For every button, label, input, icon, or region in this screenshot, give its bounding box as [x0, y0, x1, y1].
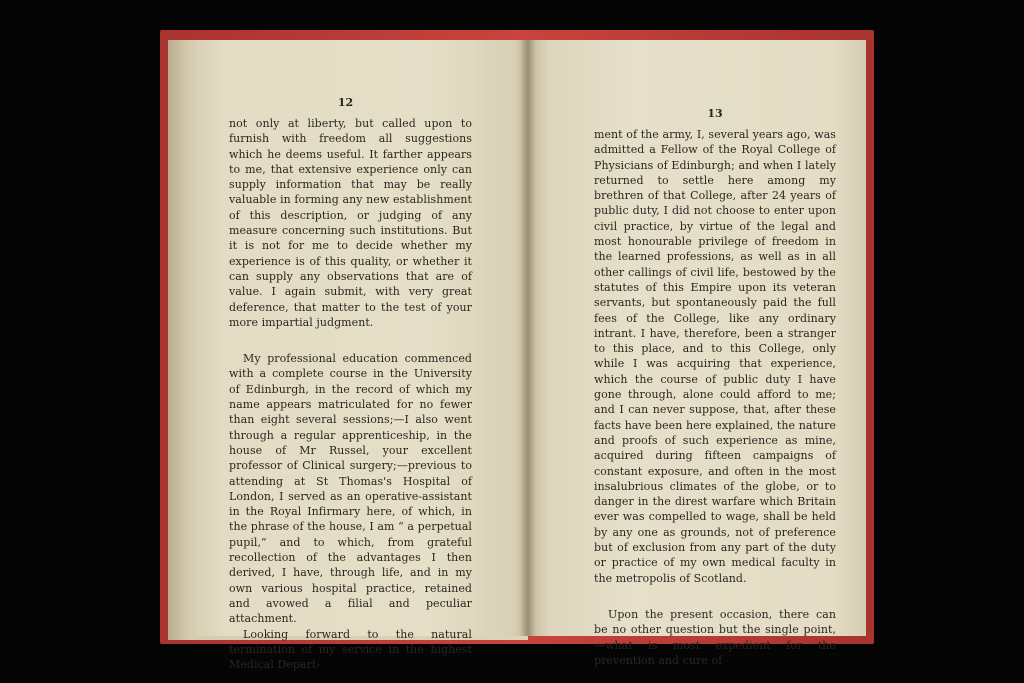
right-page	[528, 40, 866, 667]
right-paragraph-2: Upon the present occasion, there can be no other question but the single point,—what is most expedient for the prevention and cure of	[594, 607, 836, 667]
left-page-text	[229, 116, 472, 672]
right-page-number: 13	[707, 107, 723, 120]
left-page	[196, 40, 528, 672]
right-page-text	[594, 127, 836, 668]
left-paragraph-2: My professional education commenced with a complete course in the University of Edinburgh, in the record of which my name appears matriculated for no fewer than eight several sessions;—I also went through a regular apprenticeship, in the house of Mr Russel, your excellent professor of Clinical surgery;—previous to attending at St Thomas's Hospital of London, I served as an operative-assistant in the Royal Infirmary here, of which, in the phrase of the house, I am “ a perpetual pupil,” and to which, from grateful recollection of the advantages I then derived, I have, through life, and in my own various hospital practice, retained and avowed a filial and peculiar attachment.	[229, 352, 472, 626]
left-paragraph-3: Looking forward to the natural termination of my service in the highest Medical Depart-	[229, 627, 472, 672]
book-gutter	[520, 40, 536, 636]
left-paragraph-1: not only at liberty, but called upon to furnish with freedom all suggestions which he deems useful. It farther appears to me, that extensive experience only can supply information that may be really valuable in forming any new establishment of this description, or judging of any measure concerning such institutions. But it is not for me to decide whether my experience is of this quality, or whether it can supply any observations that are of value. I again submit, with very great deference, that matter to the test of your more impartial judgment.	[229, 117, 472, 329]
left-page-number: 12	[337, 96, 354, 109]
right-paragraph-1: ment of the army, I, several years ago, was admitted a Fellow of the Royal College of Physicians of Edinburgh; and when I lately returned to settle here among my brethren of that College, after 24 years of public duty, I did not choose to enter upon civil practice, by virtue of the legal and most honourable privilege of freedom in the learned professions, as well as in all other callings of civil life, bestowed by the statutes of this Empire upon its veteran servants, but spontaneously paid the full fees of the College, like any ordinary intrant. I have, therefore, been a stranger to this place, and to this College, only while I was acquiring that experience, which the course of public duty I have gone through, alone could afford to me; and I can never suppose, that, after these facts have been here explained, the nature and proofs of such experience as mine, acquired during fifteen campaigns of constant exposure, and often in the most insalubrious climates of the globe, or to danger in the direst warfare which Britain ever was compelled to wage, shall be held by any one as grounds, not of preference but of exclusion from any part of the duty or practice of my own medical faculty in the metropolis of Scotland.	[594, 128, 836, 585]
